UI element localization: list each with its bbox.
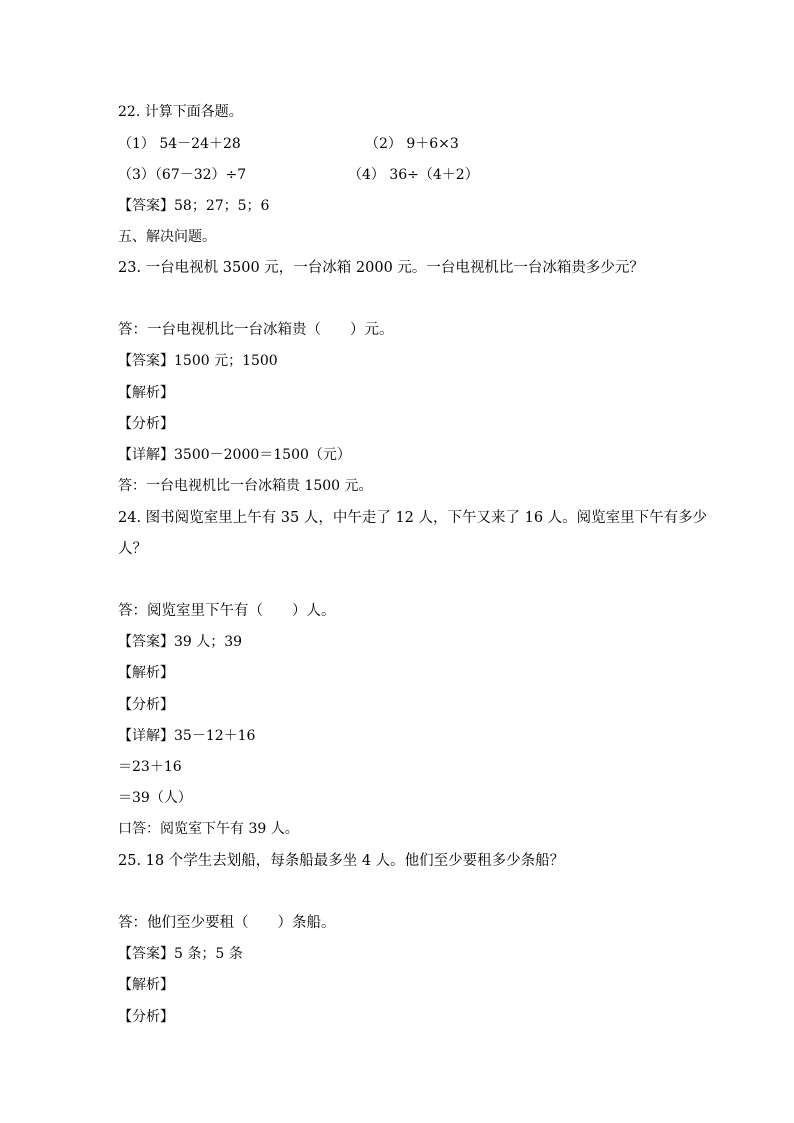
q24-question-line-1: 24. 图书阅览室里上午有 35 人，中午走了 12 人，下午又来了 16 人。阅览室里下午有多少 [118, 510, 708, 526]
q23-answer: 【答案】1500 元；1500 [118, 353, 278, 369]
q23-question: 23. 一台电视机 3500 元，一台冰箱 2000 元。一台电视机比一台冰箱贵多少元？ [118, 260, 644, 276]
q24-step-2: ＝23＋16 [118, 759, 182, 775]
q24-question-line-2: 人？ [118, 541, 147, 557]
q23-analysis-label: 【解析】 [118, 385, 174, 401]
q22-answer: 【答案】58；27；5；6 [118, 198, 270, 214]
q25-answer: 【答案】5 条；5 条 [118, 946, 243, 962]
q22-title: 22. 计算下面各题。 [118, 104, 243, 120]
q24-fill-blank: 答：阅览室里下午有（ ）人。 [118, 603, 336, 619]
section-heading: 五、解决问题。 [118, 229, 216, 245]
q25-fill-blank: 答：他们至少要租（ ）条船。 [118, 915, 336, 931]
q24-step-3: ＝39（人） [118, 790, 192, 806]
q25-fenxi-label: 【分析】 [118, 1009, 174, 1025]
q24-fenxi-label: 【分析】 [118, 697, 174, 713]
q24-detail: 【详解】35－12＋16 [118, 728, 256, 744]
q23-fill-blank: 答：一台电视机比一台冰箱贵（ ）元。 [118, 322, 394, 338]
q22-item-1: （1） 54－24＋28 [118, 136, 241, 152]
q24-analysis-label: 【解析】 [118, 665, 174, 681]
q22-item-4: （4） 36÷（4＋2） [348, 167, 479, 183]
q23-conclusion: 答：一台电视机比一台冰箱贵 1500 元。 [118, 478, 373, 494]
q24-conclusion: 口答：阅览室下午有 39 人。 [118, 821, 299, 837]
q23-fenxi-label: 【分析】 [118, 416, 174, 432]
q25-analysis-label: 【解析】 [118, 977, 174, 993]
q22-item-3: （3）（67－32）÷7 [118, 167, 247, 183]
q25-question: 25. 18 个学生去划船，每条船最多坐 4 人。他们至少要租多少条船？ [118, 853, 565, 869]
q24-answer: 【答案】39 人；39 [118, 634, 243, 650]
q23-detail: 【详解】3500－2000＝1500（元） [118, 447, 351, 463]
q22-item-2: （2） 9＋6×3 [365, 136, 459, 152]
